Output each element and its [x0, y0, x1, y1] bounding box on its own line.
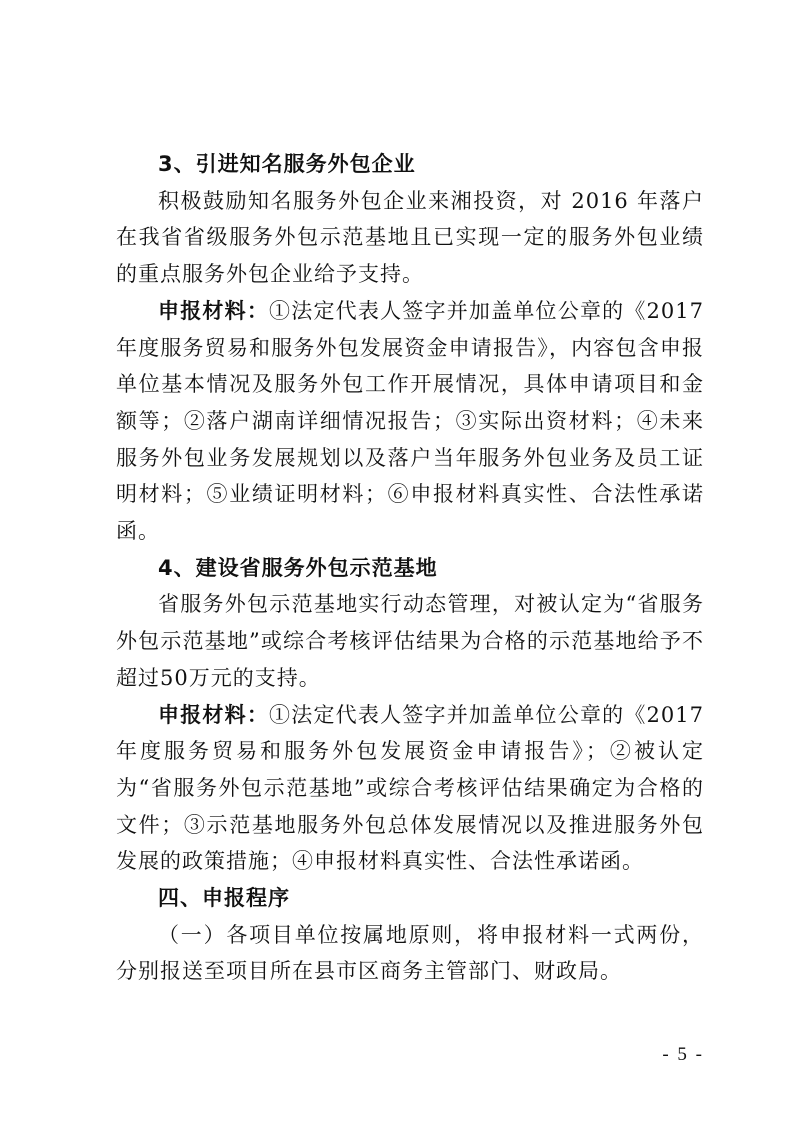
document-body — [116, 146, 704, 990]
materials-label: 申报材料： — [158, 702, 270, 727]
section-4-materials — [116, 697, 704, 881]
section-3-materials — [116, 293, 704, 550]
procedure-item-1: （一）各项目单位按属地原则，将申报材料一式两份，分别报送至项目所在县市区商务主管部门、财政局。 — [116, 922, 704, 984]
materials-label: 申报材料： — [158, 298, 270, 323]
materials-text: ①法定代表人签字并加盖单位公章的《2017 年度服务贸易和服务外包发展资金申请报告》；②被认定为“省服务外包示范基地”或综合考核评估结果确定为合格的文件；③示范基地服务外包总体发展情况以及推进服务外包发展的政策措施；④申报材料真实性、合法性承诺函。 — [116, 702, 705, 874]
section-3-heading: 3、引进知名服务外包企业 — [158, 152, 416, 176]
procedure-heading: 四、申报程序 — [158, 886, 290, 911]
section-4-body: 省服务外包示范基地实行动态管理，对被认定为“省服务外包示范基地”或综合考核评估结果为合格的示范基地给予不超过50万元的支持。 — [116, 592, 704, 690]
section-4-heading: 4、建设省服务外包示范基地 — [158, 555, 438, 580]
materials-text: ①法定代表人签字并加盖单位公章的《2017 年度服务贸易和服务外包发展资金申请报告》，内容包含申报单位基本情况及服务外包工作开展情况，具体申请项目和金额等；②落户湖南详细情况报告；③实际出资材料；④未来服务外包业务发展规划以及落户当年服务外包业务及员工证明材料；⑤业绩证明材料；⑥申报材料真实性、合法性承诺函。 — [116, 298, 705, 544]
section-3-body: 积极鼓励知名服务外包企业来湘投资，对 2016 年落户在我省省级服务外包示范基地且已实现一定的服务外包业绩的重点服务外包企业给予支持。 — [116, 188, 704, 287]
page-number: - 5 - — [662, 1044, 704, 1065]
